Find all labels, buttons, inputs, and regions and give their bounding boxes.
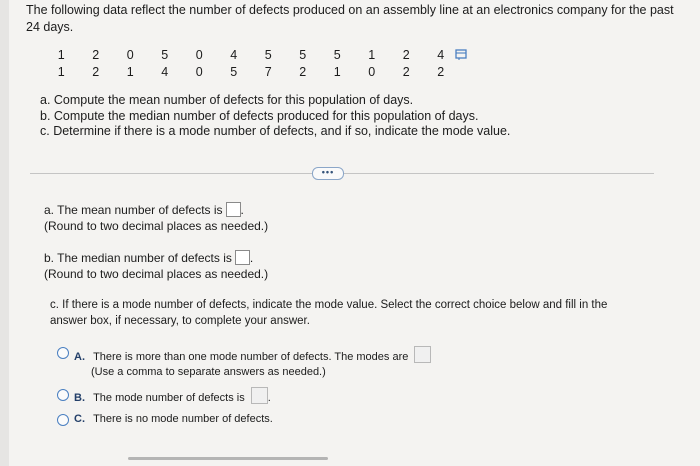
data-cell: 2 (402, 64, 410, 79)
data-cell: 2 (92, 47, 100, 62)
question-list (40, 93, 510, 140)
mean-answer-box[interactable] (226, 202, 241, 217)
choice-c-text: There is no mode number of defects. (93, 413, 273, 425)
choice-b-letter: B. (74, 392, 85, 404)
data-cell: 2 (402, 47, 410, 62)
choice-b-text: The mode number of defects is (93, 392, 245, 404)
problem-statement: The following data reflect the number of defects produced on an assembly line at an electronics company for the past 24 days. (26, 3, 674, 34)
answer-c (50, 297, 607, 329)
choice-a[interactable] (74, 346, 431, 380)
choice-c-radio[interactable] (57, 414, 69, 426)
data-cell: 4 (230, 47, 238, 62)
data-cell: 1 (333, 64, 341, 79)
answer-a: a. The mean number of defects is . (Round to two decimal places as needed.) (44, 203, 269, 233)
answer-b-prompt: b. The median number of defects is (44, 251, 232, 265)
data-cell: 5 (230, 64, 238, 79)
question-b: b. Compute the median number of defects produced for this population of days. (40, 108, 479, 123)
answer-a-prompt: a. The mean number of defects is (44, 203, 223, 217)
choice-a-radio[interactable] (57, 347, 69, 359)
data-cell: 1 (126, 64, 134, 79)
data-cell: 5 (264, 47, 272, 62)
mode-answer-box[interactable] (251, 387, 268, 404)
answer-b: b. The median number of defects is . (Round to two decimal places as needed.) (44, 251, 269, 281)
choice-c-letter: C. (74, 413, 85, 425)
question-c: c. Determine if there is a mode number of defects, and if so, indicate the mode value. (40, 124, 511, 138)
data-cell: 1 (57, 47, 65, 62)
data-cell: 1 (57, 64, 65, 79)
data-cell: 1 (368, 47, 376, 62)
data-cell: 5 (161, 47, 169, 62)
section-divider-left (30, 173, 312, 174)
choice-a-note: (Use a comma to separate answers as needed.) (91, 366, 326, 378)
data-cell: 2 (299, 64, 307, 79)
data-cell: 0 (126, 47, 134, 62)
data-cell: 5 (333, 47, 341, 62)
data-table (44, 46, 458, 80)
median-answer-box[interactable] (235, 250, 250, 265)
data-cell: 2 (437, 64, 445, 79)
data-row-2 (44, 63, 458, 80)
data-row-1 (44, 46, 458, 63)
modes-answer-box[interactable] (414, 346, 431, 363)
data-cell: 5 (299, 47, 307, 62)
answer-a-note: (Round to two decimal places as needed.) (44, 219, 269, 233)
data-cell: 7 (264, 64, 272, 79)
question-a: a. Compute the mean number of defects for this population of days. (40, 93, 414, 107)
choice-b-radio[interactable] (57, 389, 69, 401)
answer-c-prompt-line1: c. If there is a mode number of defects, indicate the mode value. Select the correct choice below and fill in the (50, 299, 608, 311)
choice-a-text: There is more than one mode number of defects. The modes are (93, 351, 409, 363)
answer-c-prompt-line2: answer box, if necessary, to complete your answer. (50, 315, 310, 327)
left-edge-bar (0, 0, 9, 466)
copy-data-icon[interactable] (455, 48, 469, 60)
horizontal-scrollbar[interactable] (128, 457, 328, 460)
data-cell: 4 (161, 64, 169, 79)
data-cell: 2 (92, 64, 100, 79)
section-divider-right (344, 173, 654, 174)
choice-b[interactable]: B. The mode number of defects is . (74, 387, 271, 406)
data-cell: 0 (195, 64, 203, 79)
more-button[interactable]: ••• (312, 167, 344, 180)
data-cell: 0 (195, 47, 203, 62)
answer-b-note: (Round to two decimal places as needed.) (44, 267, 269, 281)
data-cell: 0 (368, 64, 376, 79)
choice-a-letter: A. (74, 351, 85, 363)
data-cell: 4 (437, 47, 445, 62)
choice-c[interactable] (74, 412, 273, 427)
